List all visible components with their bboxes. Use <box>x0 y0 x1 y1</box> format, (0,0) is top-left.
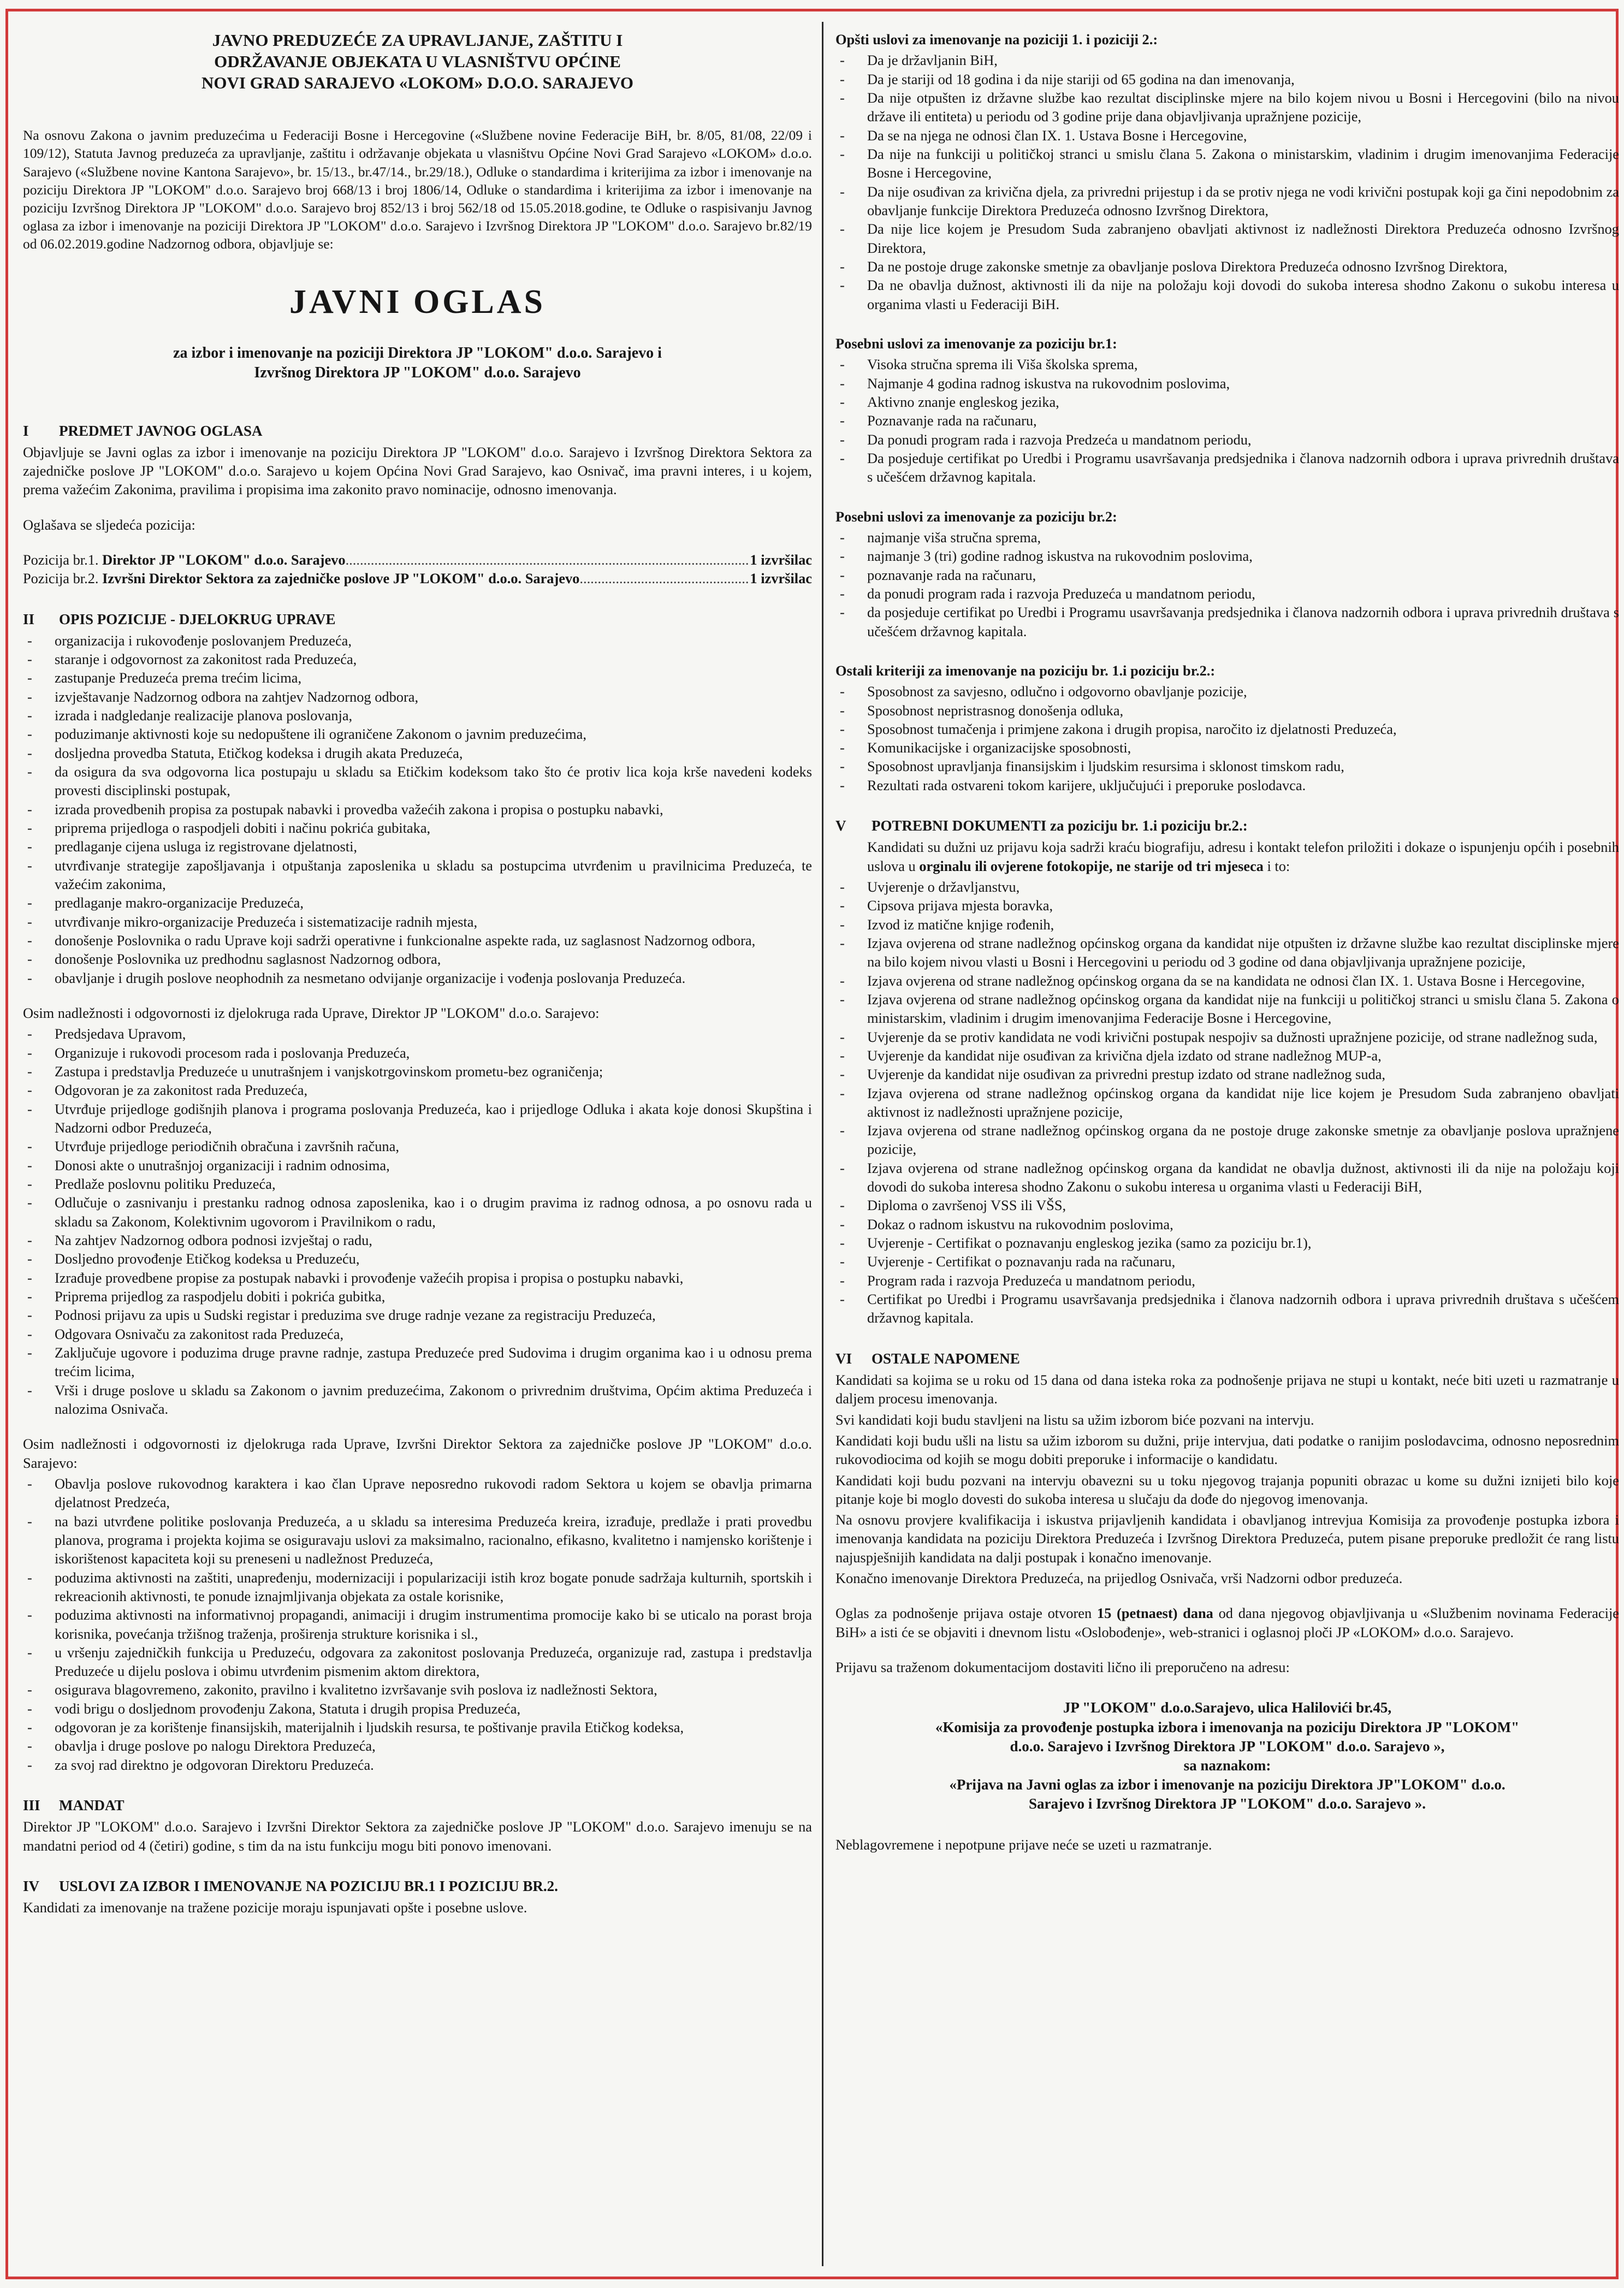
board-duty-item: - organizacija i rukovođenje poslovanjem Preduzeća, <box>23 631 812 650</box>
legal-basis-intro: Na osnovu Zakona o javnim preduzećima u Federaciji Bosne i Hercegovine («Službene novine Federacije BiH, br. 8/05, 81/08, 22/09 i 109/12), Statuta Javnog preduzeća za upravljanje, zaštitu i održavanje objekata u vlasništvu Općine Novi Grad Sarajevo «LOKOM» d.o.o. Sarajevo («Službene novine Kantona Sarajevo», br. 15/13., br.47/14., br.29/18.), Odluke o standardima i kriterijima za izbor i imenovanje na poziciju Direktora JP "LOKOM" d.o.o. Sarajevo broj 668/13 i broj 1806/14, Odluke o standardima i kriterijima za izbor i imenovanje na poziciju Izvršnog Direktora JP "LOKOM" d.o.o. Sarajevo broj 852/13 i broj 562/18 od 15.05.2018.godine, te Odluke o raspisivanju Javnog oglasa za izbor i imenovanje na poziciji Direktora JP "LOKOM" d.o.o. Sarajevo i Izvršnog Direktora JP "LOKOM" d.o.o. Sarajevo br.82/19 od 06.02.2019.godine Nadzornog odbora, objavljuje se: <box>23 127 812 252</box>
general-conditions-list <box>835 51 1619 313</box>
special-condition-1-item: - Da posjeduje certifikat po Uredbi i Programu usavršavanja predsjednika i članova nadzornih odbora i uprava privrednih društava s učešćem državnog kapitala. <box>835 449 1619 487</box>
director-duty-item: - Organizuje i rukovodi procesom rada i poslovanja Preduzeća, <box>23 1044 812 1062</box>
general-condition-item: - Da je stariji od 18 godina i da nije stariji od 65 godina na dan imenovanja, <box>835 70 1619 88</box>
note-paragraph: Konačno imenovanje Direktora Preduzeća, na prijedlog Osnivača, vrši Nadzorni odbor preduzeća. <box>835 1570 1403 1587</box>
required-document-item: - Uvjerenje da kandidat nije osuđivan za privredni prestup izdato od strane nadležnog suda, <box>835 1065 1619 1083</box>
board-duty-item: - zastupanje Preduzeća prema trećim licima, <box>23 668 812 687</box>
deadline-text: Oglas za podnošenje prijava ostaje otvoren <box>835 1605 1097 1622</box>
required-document-item: - Uvjerenje da kandidat nije osuđivan za krivična djela izdato od strane nadležnog MUP-a, <box>835 1046 1619 1065</box>
director-duty-item: - Dosljedno provođenje Etičkog kodeksa u Preduzeću, <box>23 1249 812 1268</box>
position-quantity: 1 izvršilac <box>750 552 812 568</box>
special-conditions-1-title: Posebni uslovi za imenovanje za poziciju br.1: <box>835 335 1117 352</box>
exec-director-duty-item: - za svoj rad direktno je odgovoran Direktoru Preduzeća. <box>23 1756 812 1774</box>
section-title: PREDMET JAVNOG OGLASA <box>59 422 263 439</box>
required-documents-list <box>835 878 1619 1327</box>
director-duty-item: - Izrađuje provedbene propise za postupak nabavki i provođenje važećih propisa i propisa o postupku nabavki, <box>23 1269 812 1287</box>
section-heading-1 <box>23 422 812 441</box>
director-duty-item: - Odgovoran je za zakonitost rada Preduzeća, <box>23 1081 812 1099</box>
board-duty-item: - donošenje Poslovnika uz predhodnu saglasnost Nadzornog odbora, <box>23 950 812 968</box>
board-duty-item: - utvrđivanje mikro-organizacije Preduzeća i sistematizacije radnih mjesta, <box>23 912 812 931</box>
required-document-item: - Program rada i razvoja Preduzeća u mandatnom periodu, <box>835 1271 1619 1290</box>
exec-director-duties-intro: Osim nadležnosti i odgovornosti iz djelokruga rada Uprave, Izvršni Direktor Sektora za zajedničke poslove JP "LOKOM" d.o.o. Sarajevo: <box>23 1436 812 1471</box>
ad-title: JAVNI OGLAS <box>289 283 546 321</box>
required-document-item: - Izjava ovjerena od strane nadležnog općinskog organa da ne postoje druge zakonske smetnje za obavljanje poslova upražnjene pozicije, <box>835 1121 1619 1159</box>
position-quantity: 1 izvršilac <box>750 570 812 587</box>
board-duty-item: - izrada provedbenih propisa za postupak nabavki i provedba važećih zakona i propisa o postupku nabavki, <box>23 800 812 819</box>
director-duty-item: - Zastupa i predstavlja Preduzeće u unutrašnjem i vanjskotrgovinskom prometu-bez ograničenja; <box>23 1062 812 1081</box>
documents-intro-end: i to: <box>1263 857 1290 874</box>
director-duty-item: - Priprema prijedlog za raspodjelu dobiti i pokrića gubitka, <box>23 1287 812 1306</box>
required-document-item: - Uvjerenje o državljanstvu, <box>835 878 1619 896</box>
general-condition-item: - Da nije osuđivan za krivična djela, za privredni prijestup i da se protiv njega ne vodi krivični postupak koji ga čini nepodobnim za obavljanje funkcije Direktora Preduzeća odnosno Izvršnog Direktora, <box>835 182 1619 220</box>
leader-dots <box>346 550 750 569</box>
address-line: «Prijava na Javni oglas za izbor i imenovanje na poziciju Direktora JP"LOKOM" d.o.o. <box>949 1776 1506 1793</box>
board-duty-item: - predlaganje cijena usluga iz registrovane djelatnosti, <box>23 837 812 856</box>
general-condition-item: - Da se na njega ne odnosi član IX. 1. Ustava Bosne i Hercegovine, <box>835 126 1619 145</box>
position-row <box>23 569 812 588</box>
section-title: OPIS POZICIJE - DJELOKRUG UPRAVE <box>59 610 336 627</box>
column-divider <box>822 22 823 2266</box>
special-condition-2-item: - da posjeduje certifikat po Uredbi i Programu usavršavanja predsjednika i članova nadzornih odbora i uprava privrednih društava s učešćem državnog kapitala. <box>835 603 1619 641</box>
section-number: V <box>835 817 846 834</box>
note-paragraph: Kandidati sa kojima se u roku od 15 dana od dana isteka roka za podnošenje prijava ne stupi u kontakt, neće biti uzeti u razmatranje u daljem procesu imenovanja. <box>835 1371 1619 1407</box>
mailing-address <box>835 1698 1619 1813</box>
board-duty-item: - poduzimanje aktivnosti koje su nedopuštene ili ograničene Zakonom o javnim preduzećima, <box>23 725 812 743</box>
required-document-item: - Uvjerenje - Certifikat o poznavanju rada na računaru, <box>835 1252 1619 1271</box>
address-line: JP "LOKOM" d.o.o.Sarajevo, ulica Halilovići br.45, <box>1063 1699 1392 1716</box>
exec-director-duties-list <box>23 1474 812 1774</box>
section-heading-5 <box>835 816 1619 835</box>
documents-intro-text: Kandidati su dužni uz prijavu koja sadrži kraću biografiju, adresu i kontakt telefon priložiti i dokaze o ispunjenju općih i posebnih uslova u <box>867 839 1619 874</box>
required-document-item: - Izjava ovjerena od strane nadležnog općinskog organa da kandidat nije otpušten iz državne službe kao rezultat disciplinske mjere na bilo kojem nivou vlasti u Bosni i Hercegovini u periodu od 3 godine od dana objavljivanja upražnjene pozicije, <box>835 934 1619 971</box>
position-row <box>23 550 812 569</box>
general-condition-item: - Da ne postoje druge zakonske smetnje za obavljanje poslova Direktora Preduzeća odnosno Izvršnog Direktora, <box>835 257 1619 276</box>
required-document-item: - Certifikat po Uredbi i Programu usavršavanja predsjednika i članova nadzornih odbora i uprava privrednih društava s učešćem državnog kapitala. <box>835 1290 1619 1327</box>
documents-intro <box>835 838 1619 875</box>
general-condition-item: - Da ne obavlja dužnost, aktivnosti ili da nije na položaju koji dovodi do sukoba interesa shodno Zakonu o sukobu interesa u organima vlasti u Federaciji BiH. <box>835 276 1619 313</box>
address-line: sa naznakom: <box>1183 1757 1271 1774</box>
criteria-item: - Sposobnost tumačenja i primjene zakona i drugih propisa, naročito iz djelatnosti Preduzeća, <box>835 720 1619 738</box>
other-criteria-list <box>835 682 1619 795</box>
section-heading-2 <box>23 610 812 629</box>
section-number: III <box>23 1797 40 1814</box>
section-title: POTREBNI DOKUMENTI za poziciju br. 1.i poziciju br.2.: <box>872 817 1248 834</box>
exec-director-duty-item: - Obavlja poslove rukovodnog karaktera i kao član Uprave neposredno rukovodi radom Sektora u kojem se obavlja primarna djelatnost Predzeća, <box>23 1474 812 1512</box>
note-paragraph: Svi kandidati koji budu stavljeni na listu sa užim izborom biće pozvani na intervju. <box>835 1411 1314 1428</box>
required-document-item: - Dokaz o radnom iskustvu na rukovodnim poslovima, <box>835 1215 1619 1234</box>
section-title: USLOVI ZA IZBOR I IMENOVANJE NA POZICIJU BR.1 I POZICIJU BR.2. <box>59 1877 558 1894</box>
board-duty-item: - da osigura da sva odgovorna lica postupaju u skladu sa Etičkim kodeksom tako što će protiv lica koja krše navedeni kodeks provesti disciplinski postupak, <box>23 762 812 800</box>
criteria-item: - Komunikacijske i organizacijske sposobnosti, <box>835 738 1619 757</box>
director-duty-item: - Odgovara Osnivaču za zakonitost rada Preduzeća, <box>23 1325 812 1343</box>
deadline-duration: 15 (petnaest) dana <box>1097 1605 1213 1622</box>
position-label: Pozicija br.1. <box>23 552 99 568</box>
ad-subtitle-line: za izbor i imenovanje na poziciji Direktora JP "LOKOM" d.o.o. Sarajevo i <box>173 344 662 361</box>
positions-announced: Oglašava se sljedeća pozicija: <box>23 516 195 533</box>
criteria-item: - Sposobnost upravljanja finansijskim i ljudskim resursima i sklonost timskom radu, <box>835 757 1619 775</box>
issuer-title-line: ODRŽAVANJE OBJEKATA U VLASNIŠTVU OPĆINE <box>214 51 621 71</box>
director-duty-item: - Vrši i druge poslove u skladu sa Zakonom o javnim preduzećima, Zakonom o privrednim društvima, Općim aktima Preduzeća i nalozima Osnivača. <box>23 1381 812 1419</box>
documents-intro-emphasis: orginalu ili ovjerene fotokopije, ne starije od tri mjeseca <box>919 857 1264 874</box>
required-document-item: - Uvjerenje - Certifikat o poznavanju engleskog jezika (samo za poziciju br.1), <box>835 1234 1619 1252</box>
director-duty-item: - Donosi akte o unutrašnjoj organizaciji i radnim odnosima, <box>23 1156 812 1175</box>
section-number: II <box>23 610 35 627</box>
exec-director-duty-item: - osigurava blagovremeno, zakonito, pravilno i kvalitetno izvršavanje svih poslova iz nadležnosti Sektora, <box>23 1680 812 1699</box>
board-duty-item: - obavljanje i drugih poslove neophodnih za nesmetano odvijanje organizacije i vođenja poslovanja Preduzeća. <box>23 969 812 987</box>
ad-subtitle <box>23 343 812 383</box>
right-column <box>835 30 1619 1856</box>
note-paragraph: Kandidati koji budu pozvani na intervju obavezni su u toku njegovog trajanja popuniti obrazac u kome su dužni iznijeti bilo koje pitanje koje bi moglo dovesti do sukoba interesa u slučaju da dođe do njegovog imenovanja. <box>835 1472 1619 1507</box>
required-document-item: - Izvod iz matične knjige rođenih, <box>835 915 1619 934</box>
special-condition-1-item: - Poznavanje rada na računaru, <box>835 411 1619 430</box>
special-condition-1-item: - Da ponudi program rada i razvoja Predzeća u mandatnom periodu, <box>835 430 1619 449</box>
director-duty-item: - Predsjedava Upravom, <box>23 1024 812 1043</box>
left-column <box>23 30 812 1919</box>
issuer-title <box>23 30 812 93</box>
address-line: Sarajevo i Izvršnog Direktora JP "LOKOM" d.o.o. Sarajevo ». <box>1029 1795 1426 1812</box>
address-line: d.o.o. Sarajevo i Izvršnog Direktora JP "LOKOM" d.o.o. Sarajevo », <box>1010 1738 1445 1754</box>
board-duty-item: - priprema prijedloga o raspodjeli dobiti i načinu pokrića gubitaka, <box>23 819 812 837</box>
section-title: MANDAT <box>59 1797 125 1814</box>
director-duty-item: - Zaključuje ugovore i poduzima druge pravne radnje, zastupa Preduzeće pred Sudovima i drugim organima kao i u odnosu prema trećim licima, <box>23 1343 812 1381</box>
board-duty-item: - predlaganje makro-organizacije Preduzeća, <box>23 893 812 912</box>
board-duty-item: - staranje i odgovornost za zakonitost rada Preduzeća, <box>23 650 812 668</box>
position-name: Direktor JP "LOKOM" d.o.o. Sarajevo <box>102 552 346 568</box>
exec-director-duty-item: - obavlja i druge poslove po nalogu Direktora Preduzeća, <box>23 1736 812 1755</box>
note-paragraph: Na osnovu provjere kvalifikacija i iskustva prijavljenih kandidata i obavljanog intrevjua Komisija za provođenje postupka izbora i imenovanja kandidata na poziciju Direktora Preduzeća i Izvršnog Direktora Preduzeća, putem pisane preporuke predložit će rang listu najuspješnijih kandidata na dalji postupak i konačno imenovanje. <box>835 1511 1619 1566</box>
special-conditions-1-list <box>835 355 1619 486</box>
position-name: Izvršni Direktor Sektora za zajedničke poslove JP "LOKOM" d.o.o. Sarajevo <box>102 570 580 587</box>
director-duty-item: - Utvrđuje prijedloge periodičnih obračuna i završnih računa, <box>23 1137 812 1155</box>
director-duty-item: - Odlučuje o zasnivanju i prestanku radnog odnosa zaposlenika, kao i o drugim pravima iz radnog odnosa, a po osnovu rada u skladu sa Zakonom, Kolektivnim ugovorom i Pravilnikom o radu, <box>23 1193 812 1231</box>
section-title: OSTALE NAPOMENE <box>872 1350 1020 1367</box>
required-document-item: - Izjava ovjerena od strane nadležnog općinskog organa da kandidat ne obavlja dužnost, aktivnosti ili da nije na položaju koji dovodi do sukoba interesa shodno Zakonu o sukobu interesa u organima vlasti u Federaciji BiH, <box>835 1159 1619 1196</box>
closing-note: Neblagovremene i nepotpune prijave neće se uzeti u razmatranje. <box>835 1836 1212 1853</box>
section-number: VI <box>835 1350 852 1367</box>
exec-director-duty-item: - odgovoran je za korištenje finansijskih, materijalnih i ljudskih resursa, te poštivanje pravila Etičkog kodeksa, <box>23 1718 812 1736</box>
section-heading-4 <box>23 1877 812 1896</box>
section1-text: Objavljuje se Javni oglas za izbor i imenovanje na poziciju Direktora JP "LOKOM" d.o.o. Sarajevo i Izvršnog Direktora Sektora za zajedničke poslove JP "LOKOM" d.o.o. Sarajevo u kojem Općina Novi Grad Sarajevo, kao Osnivač, ima pravni interes, i u kojem, prema važećim Zakonima, pravilima i propisima ima zakonito pravo nominacije, odnosno imenovanja. <box>23 443 812 498</box>
required-document-item: - Uvjerenje da se protiv kandidata ne vodi krivični postupak nespojiv sa dužnosti upražnjene pozicije, od strane nadležnog suda, <box>835 1028 1619 1046</box>
position-label: Pozicija br.2. <box>23 570 99 587</box>
criteria-item: - Sposobnost nepristrasnog donošenja odluka, <box>835 701 1619 720</box>
board-duty-item: - donošenje Poslovnika o radu Uprave koji sadrži operativne i funkcionalne aspekte rada, uz saglasnost Nadzornog odbora, <box>23 931 812 950</box>
exec-director-duty-item: - poduzima aktivnosti na zaštiti, unapređenju, modernizaciji i popularizaciji istih kroz bogate ponude sadržaja kulturnih, sportskih i rekreacionih aktivnosti, te ponude iznajmljivanja objekata za ostale korisnike, <box>23 1568 812 1606</box>
exec-director-duty-item: - vodi brigu o dosljednom provođenju Zakona, Statuta i drugih propisa Preduzeća, <box>23 1699 812 1718</box>
exec-director-duty-item: - poduzima aktivnosti na informativnoj propagandi, animaciji i drugim instrumentima promocije kako bi se uticalo na porast broja korisnika, povećanja tržišnog traženja, proširenja strukture korisnika i sl., <box>23 1605 812 1643</box>
general-conditions-title: Opšti uslovi za imenovanje na poziciji 1. i poziciji 2.: <box>835 31 1158 48</box>
criteria-item: - Sposobnost za savjesno, odlučno i odgovorno obavljanje pozicije, <box>835 682 1619 701</box>
required-document-item: - Izjava ovjerena od strane nadležnog općinskog organa da se na kandidata ne odnosi član IX. 1. Ustava Bosne i Hercegovine, <box>835 971 1619 990</box>
special-condition-1-item: - Aktivno znanje engleskog jezika, <box>835 393 1619 411</box>
special-condition-2-item: - da ponudi program rada i razvoja Preduzeća u mandatnom periodu, <box>835 584 1619 603</box>
board-duty-item: - izvještavanje Nadzornog odbora na zahtjev Nadzornog odbora, <box>23 687 812 706</box>
ad-subtitle-line: Izvršnog Direktora JP "LOKOM" d.o.o. Sarajevo <box>254 364 581 382</box>
director-duty-item: - Podnosi prijavu za upis u Sudski registar i preduzima sve druge radnje vezane za registraciju Preduzeća, <box>23 1306 812 1324</box>
general-condition-item: - Da nije na funkciji u političkoj stranci u smislu člana 5. Zakona o ministarskim, vladinim i drugim imenovanjima Federacije Bosne i Hercegovine, <box>835 145 1619 182</box>
director-duties-list <box>23 1024 812 1418</box>
deadline-text-end: od dana njegovog objavljivanja u «Službenim novinama Federacije BiH» a isti će se objaviti i dnevnom listu «Oslobođenje», web-stranici i oglasnoj ploči JP «LOKOM» d.o.o. Sarajevo. <box>835 1605 1619 1640</box>
required-document-item: - Diploma o završenoj VSS ili VŠS, <box>835 1196 1619 1214</box>
director-duties-intro: Osim nadležnosti i odgovornosti iz djelokruga rada Uprave, Direktor JP "LOKOM" d.o.o. Sarajevo: <box>23 1005 600 1021</box>
other-criteria-title: Ostali kriteriji za imenovanje na poziciju br. 1.i poziciju br.2.: <box>835 662 1216 679</box>
conditions-text: Kandidati za imenovanje na tražene pozicije moraju ispunjavati opšte i posebne uslove. <box>23 1899 527 1916</box>
address-line: «Komisija za provođenje postupka izbora i imenovanja na poziciju Direktora JP "LOKOM" <box>935 1718 1520 1735</box>
special-condition-1-item: - Visoka stručna sprema ili Viša školska sprema, <box>835 355 1619 374</box>
section-number: I <box>23 422 29 439</box>
criteria-item: - Rezultati rada ostvareni tokom karijere, uključujući i preporuke poslodavca. <box>835 776 1619 795</box>
delivery-instructions: Prijavu sa traženom dokumentacijom dostaviti lično ili preporučeno na adresu: <box>835 1659 1290 1676</box>
section-number: IV <box>23 1877 40 1894</box>
special-conditions-2-list <box>835 528 1619 641</box>
special-conditions-2-title: Posebni uslovi za imenovanje za poziciju br.2: <box>835 508 1117 525</box>
issuer-title-line: JAVNO PREDUZEĆE ZA UPRAVLJANJE, ZAŠTITU I <box>212 31 623 50</box>
leader-dots <box>579 569 750 588</box>
notes-paragraphs <box>835 1371 1619 1588</box>
exec-director-duty-item: - u vršenju zajedničkih funkcija u Preduzeću, odgovara za zakonitost poslovanja Preduzeća, organizuje rad, zastupa i predstavlja Preduzeće u dijelu poslova i obimu utvrđenim pismenim aktom direktora, <box>23 1643 812 1681</box>
section-heading-6 <box>835 1349 1619 1368</box>
exec-director-duty-item: - na bazi utvrđene politike poslovanja Preduzeća, a u skladu sa interesima Preduzeća kreira, izrađuje, predlaže i prati provedbu planova, programa i projekta kojima se osiguravaju uslovi za maksimalno, racionalno, efikasno, kvalitetno i namjensko korištenje i iskorištenost kapaciteta koji su preneseni u nadležnost Preduzeća, <box>23 1512 812 1568</box>
special-condition-2-item: - poznavanje rada na računaru, <box>835 566 1619 584</box>
required-document-item: - Izjava ovjerena od strane nadležnog općinskog organa da kandidat nije lice kojem je Presudom Suda zabranjeno obavljati aktivnost iz nadležnosti upražnjene pozicije, <box>835 1084 1619 1122</box>
general-condition-item: - Da nije lice kojem je Presudom Suda zabranjeno obavljati aktivnost iz nadležnosti Direktora Preduzeća odnosno Izvršnog Direktora, <box>835 220 1619 257</box>
required-document-item: - Izjava ovjerena od strane nadležnog općinskog organa da kandidat nije na funkciji u političkoj stranci u smislu člana 5. Zakona o ministarskim, vladinim i drugim imenovanjima Federacije Bosne i Hercegovine, <box>835 990 1619 1028</box>
special-condition-2-item: - najmanje 3 (tri) godine radnog iskustva na rukovodnim poslovima, <box>835 547 1619 565</box>
general-condition-item: - Da nije otpušten iz državne službe kao rezultat disciplinske mjere na bilo kojem nivou u Bosni i Hercegovini (bilo na nivou države ili entiteta) u periodu od 3 godine prije dana objavljivanja upražnjene pozicije, <box>835 88 1619 126</box>
mandate-text: Direktor JP "LOKOM" d.o.o. Sarajevo i Izvršni Direktor Sektora za zajedničke poslove JP "LOKOM" d.o.o. Sarajevo imenuju se na mandatni period od 4 (četiri) godine, s tim da na istu funkciju mogu biti ponovo imenovani. <box>23 1818 812 1854</box>
director-duty-item: - Na zahtjev Nadzornog odbora podnosi izvještaj o radu, <box>23 1231 812 1249</box>
deadline-paragraph <box>835 1604 1619 1641</box>
board-duty-item: - utvrđivanje strategije zapošljavanja i otpuštanja zaposlenika u skladu sa postupcima utvrđenim u pravilnicima Preduzeća, te važećim zakonima, <box>23 856 812 894</box>
board-duty-item: - dosljedna provedba Statuta, Etičkog kodeksa i drugih akata Preduzeća, <box>23 744 812 762</box>
issuer-title-line: NOVI GRAD SARAJEVO «LOKOM» D.O.O. SARAJEVO <box>201 73 634 92</box>
board-duties-list <box>23 631 812 987</box>
special-condition-1-item: - Najmanje 4 godina radnog iskustva na rukovodnim poslovima, <box>835 374 1619 393</box>
board-duty-item: - izrada i nadgledanje realizacije planova poslovanja, <box>23 706 812 725</box>
note-paragraph: Kandidati koji budu ušli na listu sa užim izborom su dužni, prije intervjua, dati podatke o ranijim poslodavcima, odnosno neposrednim rukovodiocima od kojih se mogu dobiti preporuke i informacije o kandidatu. <box>835 1432 1619 1468</box>
director-duty-item: - Utvrđuje prijedloge godišnjih planova i programa poslovanja Preduzeća, kao i prijedloge Odluka i akata koje donosi Skupština i Nadzorni odbor Preduzeća, <box>23 1100 812 1137</box>
required-document-item: - Cipsova prijava mjesta boravka, <box>835 896 1619 915</box>
general-condition-item: - Da je državljanin BiH, <box>835 51 1619 69</box>
section-heading-3 <box>23 1796 812 1815</box>
director-duty-item: - Predlaže poslovnu politiku Preduzeća, <box>23 1175 812 1193</box>
special-condition-2-item: - najmanje viša stručna sprema, <box>835 528 1619 547</box>
